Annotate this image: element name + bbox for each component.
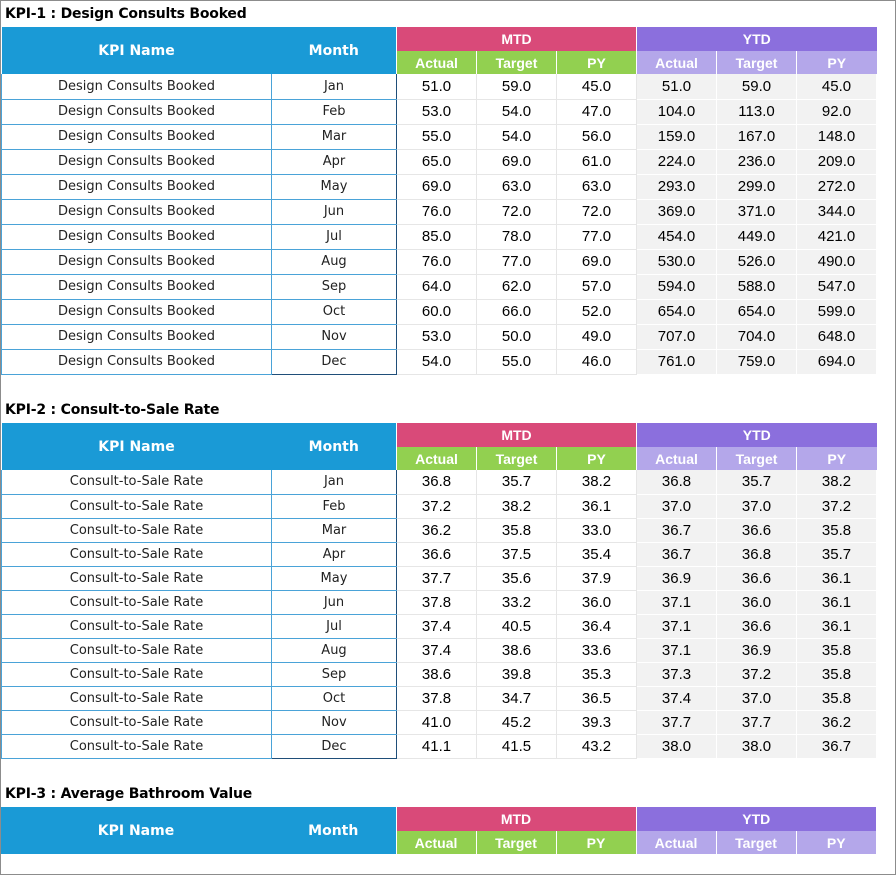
ytd-target-cell: 36.8: [717, 542, 797, 566]
ytd-target-cell: 449.0: [717, 224, 797, 249]
ytd-actual-cell: 159.0: [637, 124, 717, 149]
ytd-target-cell: 37.0: [717, 686, 797, 710]
month-cell: Dec: [272, 734, 397, 758]
kpi-name-cell: Design Consults Booked: [2, 149, 272, 174]
month-cell: Aug: [272, 638, 397, 662]
month-header: Month: [272, 423, 397, 470]
ytd-actual-cell: 36.9: [637, 566, 717, 590]
mtd-actual-cell: 38.6: [397, 662, 477, 686]
month-cell: Jun: [272, 590, 397, 614]
mtd-target-cell: 78.0: [477, 224, 557, 249]
kpi-name-cell: Design Consults Booked: [2, 99, 272, 124]
ytd-actual-cell: 37.1: [637, 590, 717, 614]
mtd-target-header: Target: [476, 831, 556, 854]
mtd-py-cell: 38.2: [557, 470, 637, 494]
mtd-target-cell: 50.0: [477, 324, 557, 349]
ytd-actual-cell: 530.0: [637, 249, 717, 274]
month-cell: Oct: [272, 299, 397, 324]
kpi-name-cell: Consult-to-Sale Rate: [2, 494, 272, 518]
ytd-py-cell: 37.2: [797, 494, 877, 518]
header-row: [2, 27, 877, 51]
header-row: [1, 807, 876, 831]
mtd-target-cell: 38.2: [477, 494, 557, 518]
ytd-actual-cell: 37.1: [637, 638, 717, 662]
ytd-actual-cell: 104.0: [637, 99, 717, 124]
month-cell: Aug: [272, 249, 397, 274]
month-cell: Sep: [272, 274, 397, 299]
table-row: [2, 734, 877, 758]
mtd-actual-cell: 37.4: [397, 638, 477, 662]
mtd-target-cell: 38.6: [477, 638, 557, 662]
table-row: [2, 662, 877, 686]
kpi-name-cell: Design Consults Booked: [2, 74, 272, 99]
mtd-actual-cell: 53.0: [397, 99, 477, 124]
ytd-header: YTD: [637, 423, 877, 447]
ytd-py-cell: 35.8: [797, 686, 877, 710]
mtd-py-cell: 35.4: [557, 542, 637, 566]
ytd-py-cell: 35.8: [797, 662, 877, 686]
ytd-target-header: Target: [717, 51, 797, 74]
mtd-target-cell: 54.0: [477, 124, 557, 149]
ytd-target-cell: 588.0: [717, 274, 797, 299]
month-cell: Oct: [272, 686, 397, 710]
table-row: [2, 249, 877, 274]
kpi-name-cell: Consult-to-Sale Rate: [2, 590, 272, 614]
table-row: [2, 199, 877, 224]
kpi-name-cell: Design Consults Booked: [2, 249, 272, 274]
ytd-py-cell: 36.2: [797, 710, 877, 734]
ytd-actual-header: Actual: [637, 447, 717, 470]
ytd-target-cell: 704.0: [717, 324, 797, 349]
table-row: [2, 638, 877, 662]
mtd-actual-cell: 36.6: [397, 542, 477, 566]
kpi-name-cell: Design Consults Booked: [2, 324, 272, 349]
ytd-target-cell: 35.7: [717, 470, 797, 494]
mtd-py-cell: 57.0: [557, 274, 637, 299]
ytd-py-cell: 45.0: [797, 74, 877, 99]
mtd-target-cell: 69.0: [477, 149, 557, 174]
kpi-table: [1, 807, 876, 854]
ytd-target-header: Target: [717, 447, 797, 470]
kpi-name-cell: Consult-to-Sale Rate: [2, 542, 272, 566]
table-row: [2, 494, 877, 518]
kpi-name-cell: Design Consults Booked: [2, 224, 272, 249]
ytd-actual-cell: 36.8: [637, 470, 717, 494]
mtd-py-cell: 43.2: [557, 734, 637, 758]
ytd-py-cell: 421.0: [797, 224, 877, 249]
ytd-actual-cell: 761.0: [637, 349, 717, 374]
table-row: [2, 470, 877, 494]
kpi-name-cell: Design Consults Booked: [2, 174, 272, 199]
month-cell: Mar: [272, 124, 397, 149]
kpi-section: [1, 2, 876, 375]
ytd-py-cell: 272.0: [797, 174, 877, 199]
table-row: [2, 566, 877, 590]
month-cell: May: [272, 566, 397, 590]
kpi-name-cell: Consult-to-Sale Rate: [2, 734, 272, 758]
kpi-title: KPI-2 : Consult-to-Sale Rate: [5, 402, 220, 418]
kpi-name-cell: Consult-to-Sale Rate: [2, 614, 272, 638]
mtd-actual-cell: 76.0: [397, 199, 477, 224]
mtd-actual-cell: 55.0: [397, 124, 477, 149]
mtd-actual-cell: 54.0: [397, 349, 477, 374]
mtd-py-cell: 52.0: [557, 299, 637, 324]
mtd-actual-cell: 65.0: [397, 149, 477, 174]
ytd-py-cell: 38.2: [797, 470, 877, 494]
month-cell: Jun: [272, 199, 397, 224]
mtd-actual-header: Actual: [397, 447, 477, 470]
ytd-actual-cell: 38.0: [637, 734, 717, 758]
kpi-name-cell: Design Consults Booked: [2, 299, 272, 324]
ytd-py-cell: 35.8: [797, 638, 877, 662]
kpi-name-cell: Consult-to-Sale Rate: [2, 638, 272, 662]
mtd-py-cell: 63.0: [557, 174, 637, 199]
kpi-section: [1, 398, 876, 759]
month-cell: Nov: [272, 324, 397, 349]
mtd-header: MTD: [397, 27, 637, 51]
mtd-py-cell: 72.0: [557, 199, 637, 224]
ytd-py-header: PY: [797, 447, 877, 470]
mtd-target-cell: 62.0: [477, 274, 557, 299]
ytd-py-cell: 35.7: [797, 542, 877, 566]
month-cell: Dec: [272, 349, 397, 374]
ytd-target-cell: 654.0: [717, 299, 797, 324]
ytd-target-header: Target: [716, 831, 796, 854]
month-header: Month: [271, 807, 396, 854]
kpi-name-cell: Design Consults Booked: [2, 199, 272, 224]
ytd-actual-cell: 37.7: [637, 710, 717, 734]
header-row: [2, 423, 877, 447]
ytd-py-cell: 36.1: [797, 590, 877, 614]
ytd-actual-cell: 37.4: [637, 686, 717, 710]
month-cell: Apr: [272, 149, 397, 174]
ytd-py-cell: 547.0: [797, 274, 877, 299]
month-cell: May: [272, 174, 397, 199]
mtd-actual-cell: 53.0: [397, 324, 477, 349]
kpi-section: [1, 782, 876, 854]
table-row: [2, 274, 877, 299]
table-row: [2, 614, 877, 638]
kpi-name-cell: Consult-to-Sale Rate: [2, 470, 272, 494]
kpi-name-cell: Consult-to-Sale Rate: [2, 710, 272, 734]
table-row: [2, 542, 877, 566]
kpi-name-cell: Consult-to-Sale Rate: [2, 518, 272, 542]
month-cell: Jan: [272, 74, 397, 99]
kpi-table: [1, 423, 877, 759]
kpi-name-cell: Design Consults Booked: [2, 349, 272, 374]
mtd-actual-cell: 37.2: [397, 494, 477, 518]
ytd-actual-cell: 594.0: [637, 274, 717, 299]
ytd-actual-cell: 707.0: [637, 324, 717, 349]
mtd-py-cell: 39.3: [557, 710, 637, 734]
mtd-target-cell: 54.0: [477, 99, 557, 124]
ytd-target-cell: 36.6: [717, 518, 797, 542]
ytd-py-cell: 209.0: [797, 149, 877, 174]
ytd-actual-cell: 37.0: [637, 494, 717, 518]
ytd-actual-cell: 654.0: [637, 299, 717, 324]
ytd-target-cell: 59.0: [717, 74, 797, 99]
ytd-py-cell: 694.0: [797, 349, 877, 374]
kpi-table: [1, 27, 877, 375]
mtd-actual-cell: 64.0: [397, 274, 477, 299]
mtd-target-cell: 39.8: [477, 662, 557, 686]
ytd-actual-cell: 224.0: [637, 149, 717, 174]
mtd-target-cell: 55.0: [477, 349, 557, 374]
ytd-target-cell: 759.0: [717, 349, 797, 374]
month-cell: Feb: [272, 494, 397, 518]
kpi-title: KPI-3 : Average Bathroom Value: [5, 786, 253, 802]
mtd-target-cell: 40.5: [477, 614, 557, 638]
mtd-target-header: Target: [477, 51, 557, 74]
month-cell: Mar: [272, 518, 397, 542]
mtd-py-header: PY: [557, 51, 637, 74]
mtd-py-cell: 69.0: [557, 249, 637, 274]
table-row: [2, 710, 877, 734]
mtd-header: MTD: [396, 807, 636, 831]
mtd-target-cell: 63.0: [477, 174, 557, 199]
ytd-target-cell: 526.0: [717, 249, 797, 274]
month-cell: Jul: [272, 224, 397, 249]
mtd-py-cell: 47.0: [557, 99, 637, 124]
mtd-py-cell: 36.0: [557, 590, 637, 614]
table-row: [2, 349, 877, 374]
mtd-py-cell: 49.0: [557, 324, 637, 349]
mtd-py-header: PY: [556, 831, 636, 854]
mtd-py-cell: 61.0: [557, 149, 637, 174]
ytd-py-cell: 36.1: [797, 614, 877, 638]
ytd-py-header: PY: [796, 831, 876, 854]
ytd-target-cell: 299.0: [717, 174, 797, 199]
ytd-target-cell: 36.9: [717, 638, 797, 662]
month-cell: Feb: [272, 99, 397, 124]
ytd-actual-cell: 37.1: [637, 614, 717, 638]
month-cell: Sep: [272, 662, 397, 686]
ytd-actual-cell: 454.0: [637, 224, 717, 249]
mtd-actual-cell: 37.8: [397, 590, 477, 614]
ytd-target-cell: 36.6: [717, 614, 797, 638]
table-row: [2, 99, 877, 124]
ytd-py-cell: 344.0: [797, 199, 877, 224]
mtd-actual-header: Actual: [397, 51, 477, 74]
mtd-target-cell: 33.2: [477, 590, 557, 614]
mtd-actual-cell: 60.0: [397, 299, 477, 324]
kpi-name-cell: Consult-to-Sale Rate: [2, 686, 272, 710]
ytd-actual-header: Actual: [636, 831, 716, 854]
mtd-target-cell: 77.0: [477, 249, 557, 274]
ytd-target-cell: 38.0: [717, 734, 797, 758]
ytd-py-cell: 35.8: [797, 518, 877, 542]
month-cell: Nov: [272, 710, 397, 734]
mtd-py-cell: 36.1: [557, 494, 637, 518]
mtd-target-cell: 59.0: [477, 74, 557, 99]
month-cell: Jan: [272, 470, 397, 494]
ytd-actual-cell: 36.7: [637, 542, 717, 566]
mtd-py-cell: 35.3: [557, 662, 637, 686]
mtd-actual-cell: 41.1: [397, 734, 477, 758]
mtd-target-cell: 35.8: [477, 518, 557, 542]
mtd-actual-cell: 69.0: [397, 174, 477, 199]
kpi-name-cell: Design Consults Booked: [2, 124, 272, 149]
table-row: [2, 224, 877, 249]
ytd-target-cell: 37.0: [717, 494, 797, 518]
kpi-name-header: KPI Name: [2, 27, 272, 74]
ytd-actual-cell: 293.0: [637, 174, 717, 199]
mtd-py-cell: 45.0: [557, 74, 637, 99]
ytd-py-cell: 490.0: [797, 249, 877, 274]
month-cell: Apr: [272, 542, 397, 566]
ytd-py-cell: 148.0: [797, 124, 877, 149]
table-row: [2, 590, 877, 614]
ytd-py-cell: 36.7: [797, 734, 877, 758]
mtd-actual-cell: 37.4: [397, 614, 477, 638]
table-row: [2, 299, 877, 324]
mtd-header: MTD: [397, 423, 637, 447]
kpi-name-cell: Consult-to-Sale Rate: [2, 566, 272, 590]
mtd-target-cell: 41.5: [477, 734, 557, 758]
ytd-header: YTD: [637, 27, 877, 51]
ytd-actual-cell: 36.7: [637, 518, 717, 542]
table-row: [2, 74, 877, 99]
ytd-py-cell: 599.0: [797, 299, 877, 324]
mtd-actual-cell: 37.7: [397, 566, 477, 590]
table-row: [2, 174, 877, 199]
mtd-actual-cell: 36.2: [397, 518, 477, 542]
mtd-py-cell: 33.6: [557, 638, 637, 662]
mtd-target-cell: 72.0: [477, 199, 557, 224]
ytd-py-cell: 36.1: [797, 566, 877, 590]
mtd-target-header: Target: [477, 447, 557, 470]
mtd-py-cell: 36.5: [557, 686, 637, 710]
ytd-target-cell: 167.0: [717, 124, 797, 149]
mtd-py-header: PY: [557, 447, 637, 470]
ytd-target-cell: 37.7: [717, 710, 797, 734]
table-row: [2, 686, 877, 710]
mtd-actual-cell: 85.0: [397, 224, 477, 249]
ytd-actual-cell: 369.0: [637, 199, 717, 224]
month-cell: Jul: [272, 614, 397, 638]
mtd-target-cell: 35.7: [477, 470, 557, 494]
mtd-target-cell: 66.0: [477, 299, 557, 324]
mtd-target-cell: 37.5: [477, 542, 557, 566]
mtd-py-cell: 56.0: [557, 124, 637, 149]
kpi-name-cell: Design Consults Booked: [2, 274, 272, 299]
month-header: Month: [272, 27, 397, 74]
ytd-target-cell: 236.0: [717, 149, 797, 174]
ytd-target-cell: 36.0: [717, 590, 797, 614]
kpi-name-header: KPI Name: [2, 423, 272, 470]
ytd-py-header: PY: [797, 51, 877, 74]
mtd-target-cell: 34.7: [477, 686, 557, 710]
mtd-py-cell: 46.0: [557, 349, 637, 374]
mtd-actual-header: Actual: [396, 831, 476, 854]
ytd-header: YTD: [636, 807, 876, 831]
mtd-actual-cell: 41.0: [397, 710, 477, 734]
kpi-name-cell: Consult-to-Sale Rate: [2, 662, 272, 686]
table-row: [2, 518, 877, 542]
mtd-actual-cell: 76.0: [397, 249, 477, 274]
ytd-actual-cell: 37.3: [637, 662, 717, 686]
ytd-actual-cell: 51.0: [637, 74, 717, 99]
ytd-py-cell: 648.0: [797, 324, 877, 349]
mtd-py-cell: 36.4: [557, 614, 637, 638]
mtd-actual-cell: 37.8: [397, 686, 477, 710]
mtd-py-cell: 33.0: [557, 518, 637, 542]
mtd-py-cell: 77.0: [557, 224, 637, 249]
mtd-actual-cell: 36.8: [397, 470, 477, 494]
table-row: [2, 124, 877, 149]
kpi-name-header: KPI Name: [1, 807, 271, 854]
table-row: [2, 149, 877, 174]
mtd-target-cell: 35.6: [477, 566, 557, 590]
kpi-title: KPI-1 : Design Consults Booked: [5, 6, 247, 22]
ytd-target-cell: 37.2: [717, 662, 797, 686]
ytd-target-cell: 371.0: [717, 199, 797, 224]
ytd-target-cell: 113.0: [717, 99, 797, 124]
mtd-actual-cell: 51.0: [397, 74, 477, 99]
ytd-py-cell: 92.0: [797, 99, 877, 124]
mtd-py-cell: 37.9: [557, 566, 637, 590]
ytd-actual-header: Actual: [637, 51, 717, 74]
mtd-target-cell: 45.2: [477, 710, 557, 734]
table-row: [2, 324, 877, 349]
ytd-target-cell: 36.6: [717, 566, 797, 590]
